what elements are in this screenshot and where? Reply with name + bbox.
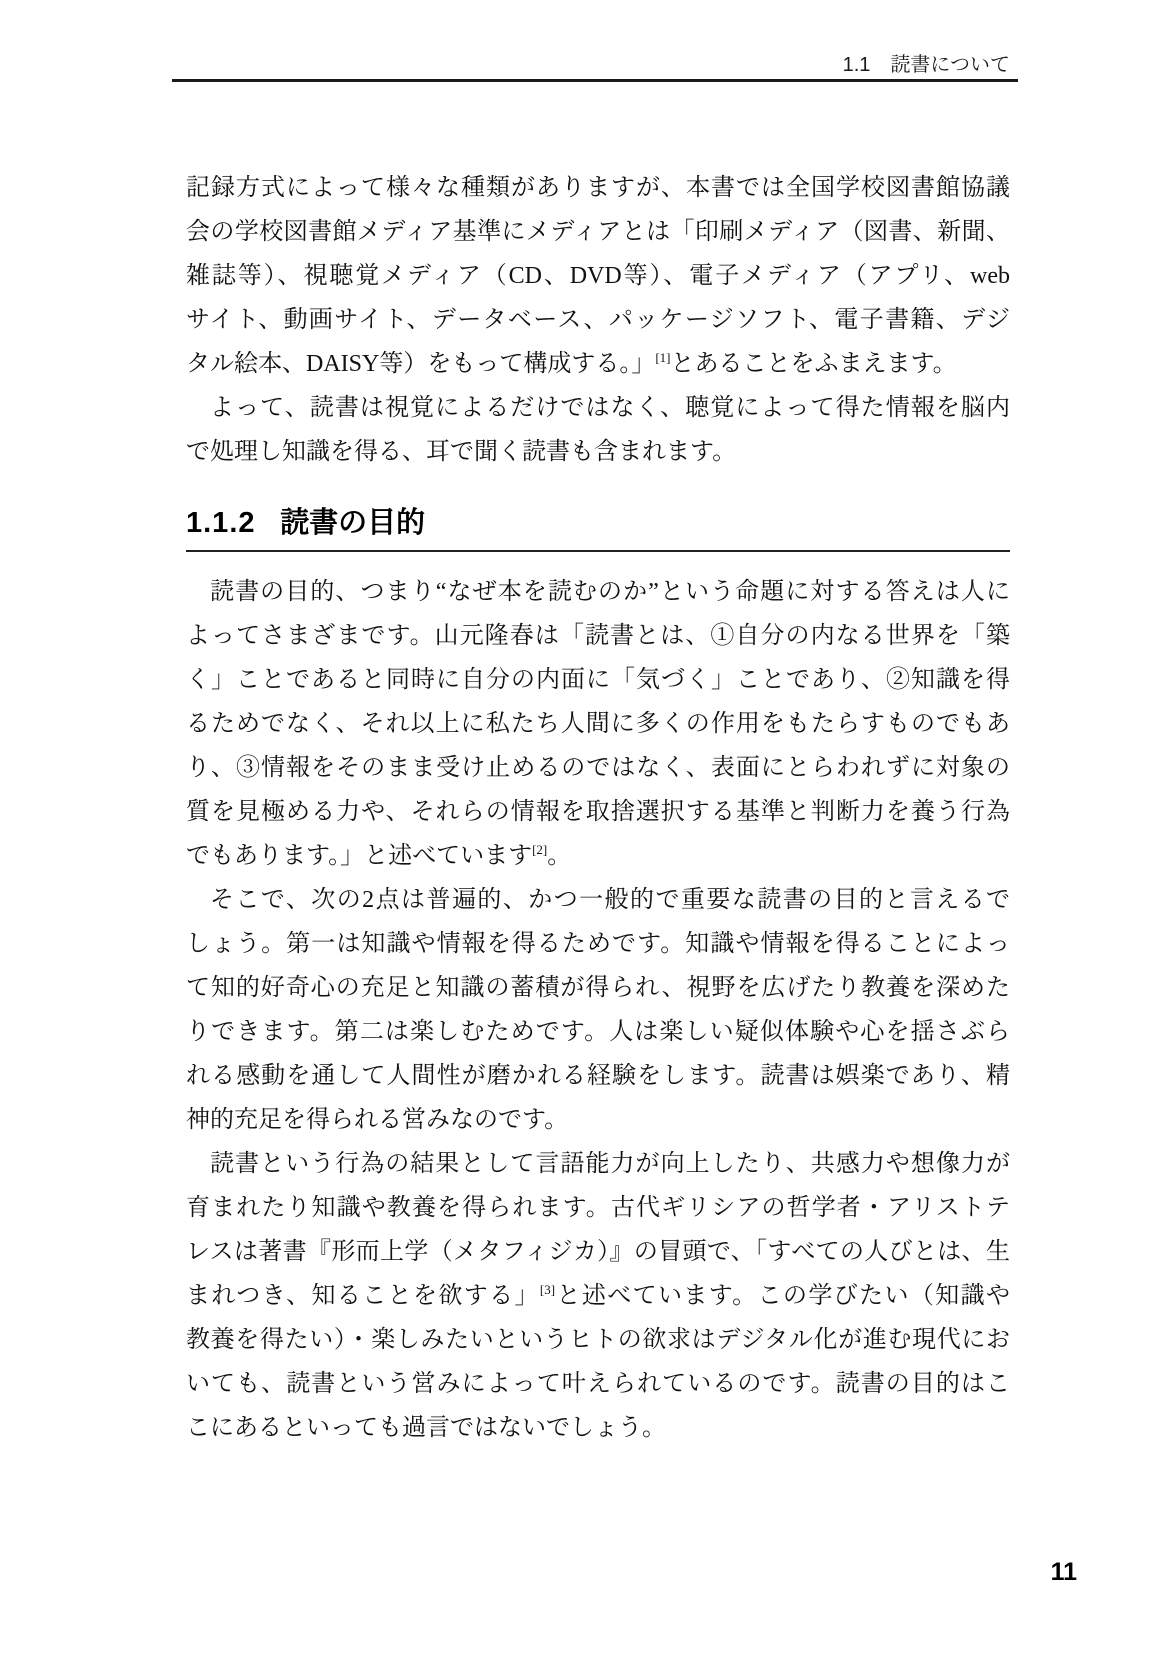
text-line: 雑誌等）、視聴覚メディア（CD、DVD等）、電子メディア（アプリ、web bbox=[186, 263, 1010, 289]
paragraph bbox=[186, 878, 1010, 1142]
section-title: 読書の目的 bbox=[280, 507, 426, 539]
text-line: て知的好奇心の充足と知識の蓄積が得られ、視野を広げたり教養を深めた bbox=[186, 975, 1010, 1001]
text-line: よって、読書は視覚によるだけではなく、聴覚によって得た情報を脳内 bbox=[210, 395, 1010, 421]
running-head: 1.1 読書について bbox=[842, 54, 1010, 76]
text-line: りできます。第二は楽しむためです。人は楽しい疑似体験や心を揺さぶら bbox=[186, 1019, 1010, 1045]
text-line: れる感動を通して人間性が磨かれる経験をします。読書は娯楽であり、精 bbox=[186, 1063, 1010, 1089]
text-line: 育まれたり知識や教養を得られます。古代ギリシアの哲学者・アリストテ bbox=[186, 1195, 1010, 1221]
paragraph bbox=[186, 386, 1010, 474]
text-line: でもあります。」と述べています[2]。 bbox=[186, 842, 572, 869]
text-line: く」ことであると同時に自分の内面に「気づく」ことであり、②知識を得 bbox=[186, 667, 1010, 693]
section-heading bbox=[186, 504, 1010, 552]
text-line: 読書という行為の結果として言語能力が向上したり、共感力や想像力が bbox=[210, 1151, 1010, 1177]
section-number: 1.1.2 bbox=[186, 507, 256, 539]
text-line: 読書の目的、つまり“なぜ本を読むのか”という命題に対する答えは人に bbox=[210, 579, 1010, 605]
text-line: 教養を得たい）・楽しみたいというヒトの欲求はデジタル化が進む現代にお bbox=[186, 1327, 1010, 1353]
text-line: 神的充足を得られる営みなのです。 bbox=[186, 1107, 569, 1133]
text-line: こにあるといっても過言ではないでしょう。 bbox=[186, 1415, 666, 1441]
text-line: サイト、動画サイト、データベース、パッケージソフト、電子書籍、デジ bbox=[186, 307, 1010, 333]
text-line: 質を見極める力や、それらの情報を取捨選択する基準と判断力を養う行為 bbox=[186, 799, 1010, 825]
paragraph-group-1 bbox=[186, 166, 1010, 474]
text-line: 会の学校図書館メディア基準にメディアとは「印刷メディア（図書、新聞、 bbox=[186, 219, 1010, 245]
text-line: いても、読書という営みによって叶えられているのです。読書の目的はこ bbox=[186, 1371, 1010, 1397]
text-line: よってさまざまです。山元隆春は「読書とは、①自分の内なる世界を「築 bbox=[186, 623, 1010, 649]
paragraph bbox=[186, 570, 1010, 878]
header-rule bbox=[172, 79, 1018, 82]
footnote-ref: [3] bbox=[539, 1282, 556, 1297]
text-line: レスは著書『形而上学（メタフィジカ）』の冒頭で、「すべての人びとは、生 bbox=[186, 1239, 1010, 1265]
paragraph bbox=[186, 166, 1010, 386]
paragraph-group-2 bbox=[186, 570, 1010, 1450]
paragraph bbox=[186, 1142, 1010, 1450]
text-line: しょう。第一は知識や情報を得るためです。知識や情報を得ることによっ bbox=[186, 931, 1010, 957]
text-line: そこで、次の2点は普遍的、かつ一般的で重要な読書の目的と言えるで bbox=[210, 887, 1010, 913]
footnote-ref: [2] bbox=[532, 842, 548, 857]
footnote-ref: [1] bbox=[655, 350, 671, 365]
text-line: で処理し知識を得る、耳で聞く読書も含まれます。 bbox=[186, 439, 737, 465]
text-line: るためでなく、それ以上に私たち人間に多くの作用をもたらすものでもあ bbox=[186, 711, 1010, 737]
page-number: 11 bbox=[1050, 1558, 1077, 1586]
text-line: タル絵本、DAISY等）をもって構成する。」[1]とあることをふまえます。 bbox=[186, 350, 957, 377]
text-line: まれつき、知ることを欲する」[3]と述べています。この学びたい（知識や bbox=[186, 1282, 1010, 1309]
text-line: 記録方式によって様々な種類がありますが、本書では全国学校図書館協議 bbox=[186, 175, 1010, 201]
text-line: り、③情報をそのまま受け止めるのではなく、表面にとらわれずに対象の bbox=[186, 755, 1010, 781]
page-body bbox=[186, 166, 1010, 1450]
